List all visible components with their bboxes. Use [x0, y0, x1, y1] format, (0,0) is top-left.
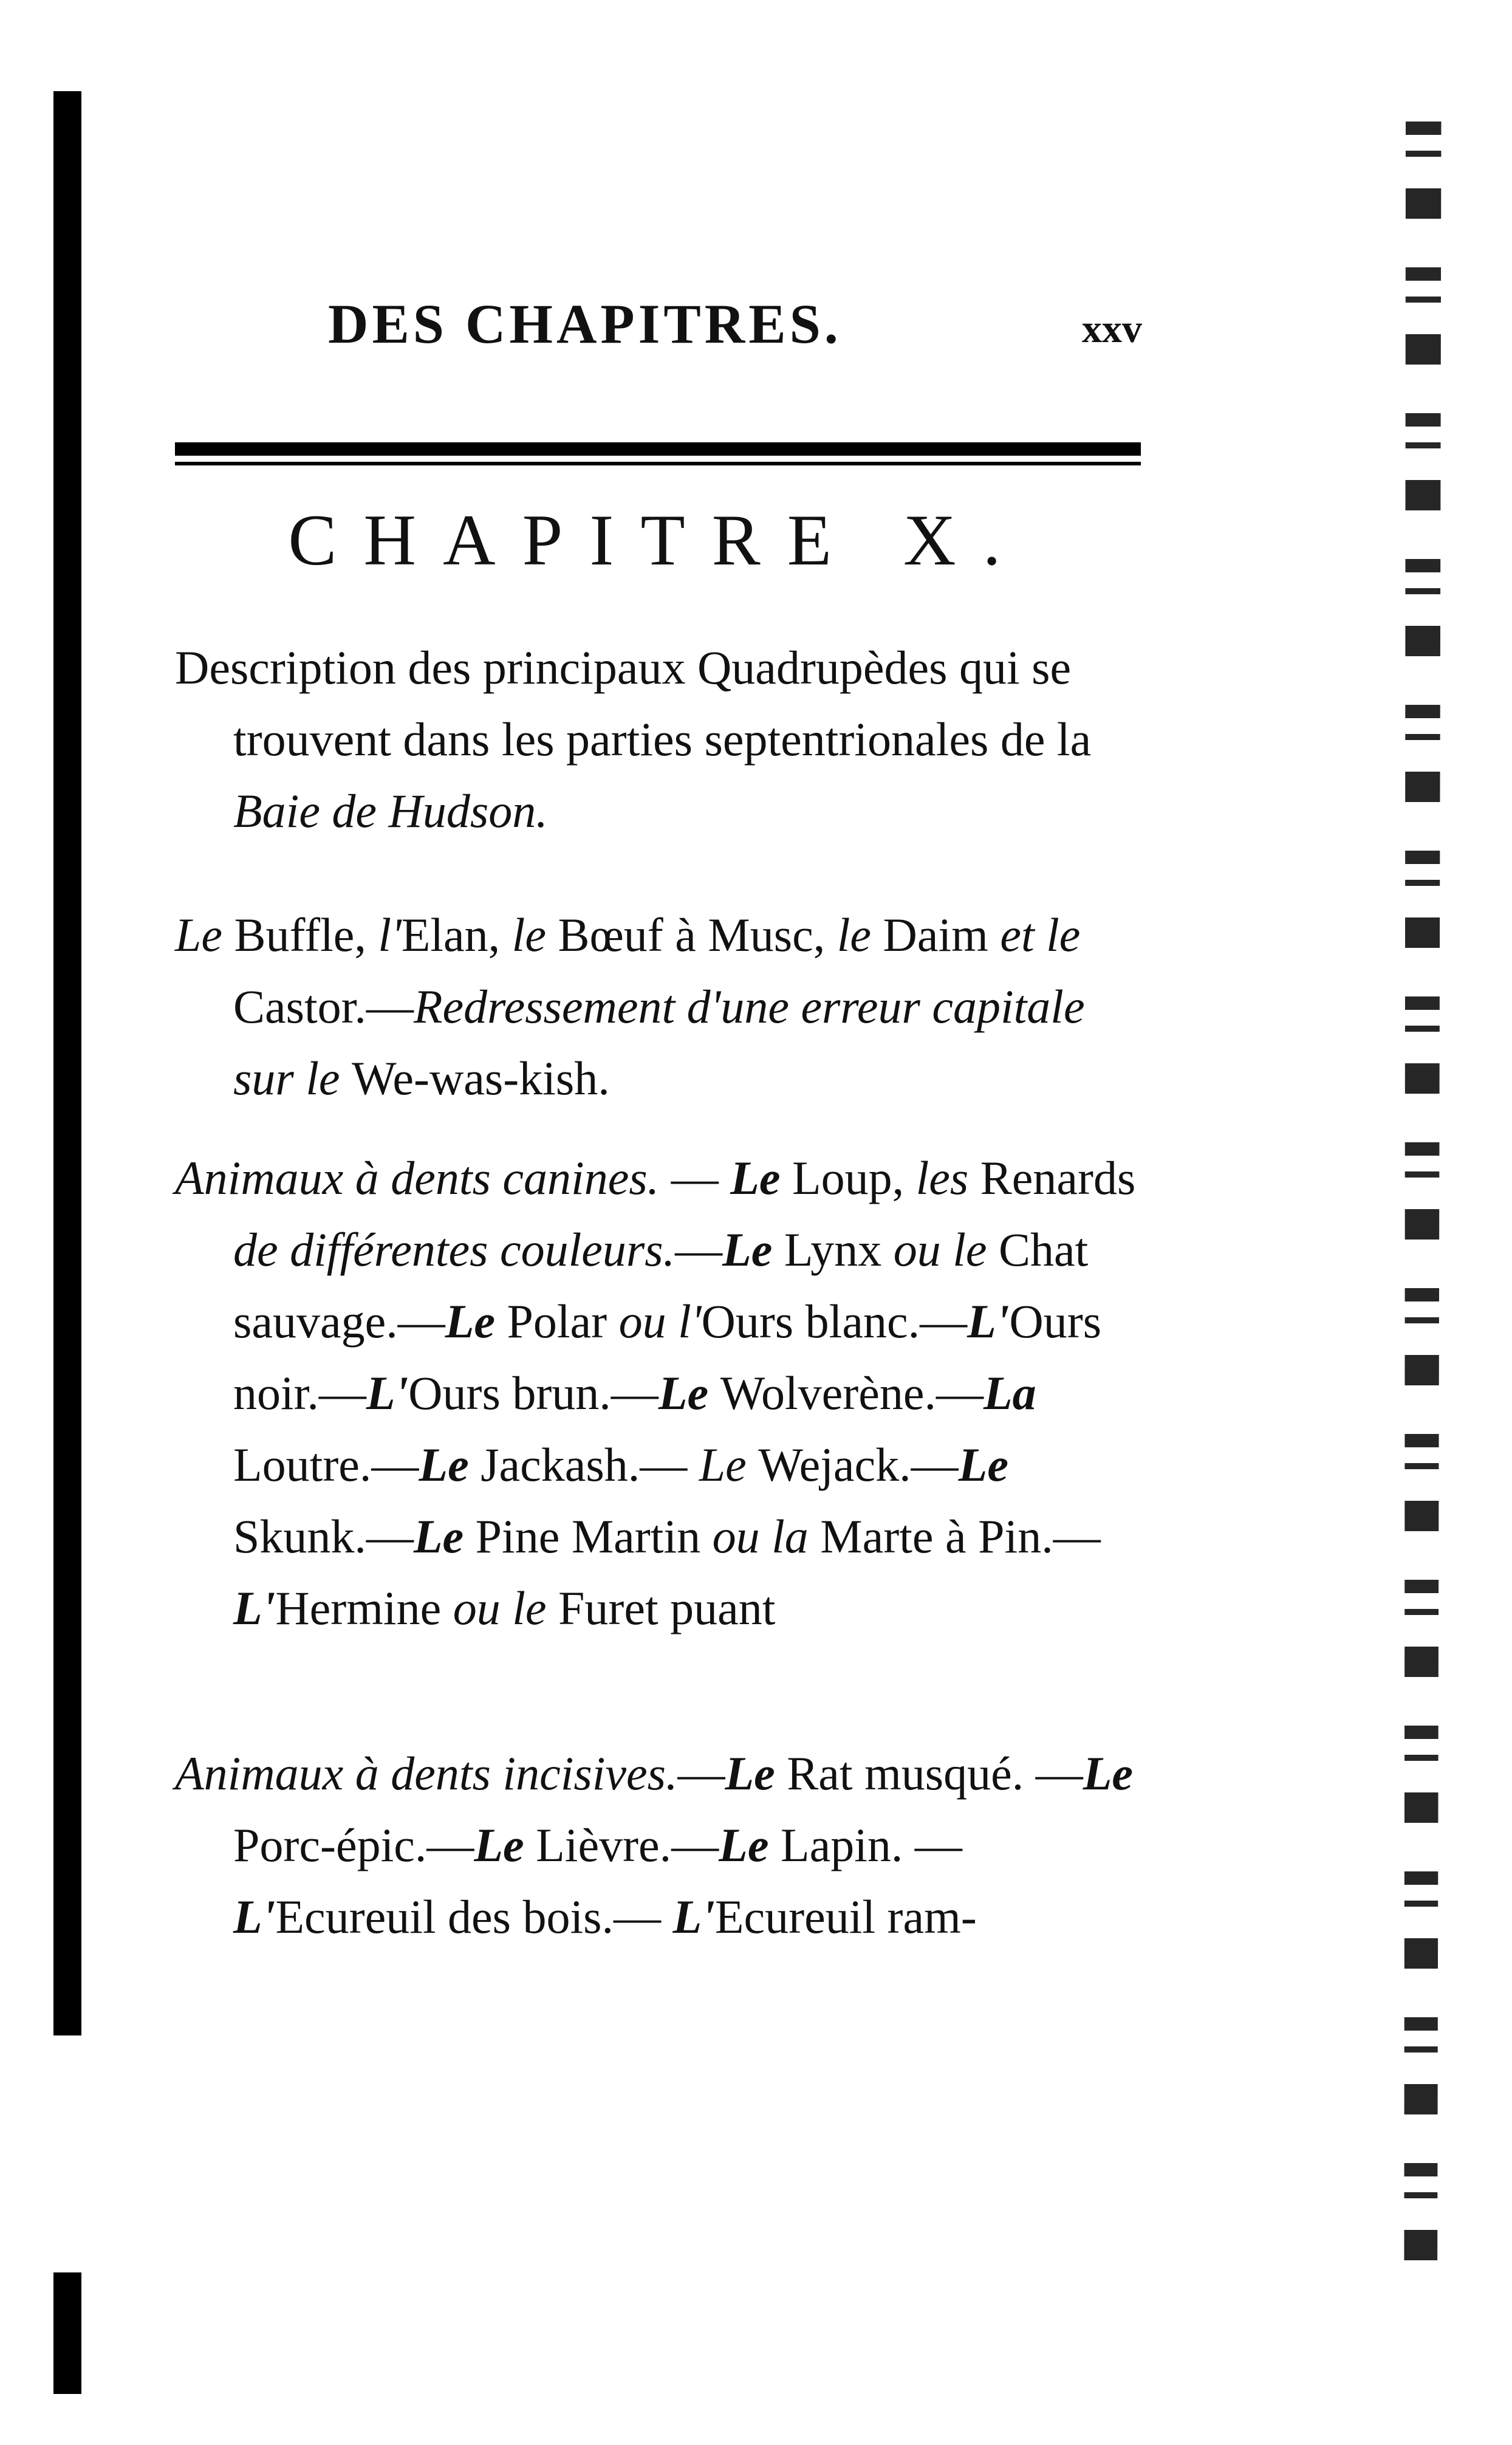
entry-text-run: Bœuf à Musc, [558, 908, 837, 961]
entry-text-run: Ours noir.— [233, 1295, 1102, 1419]
entry-text-run: La [983, 1367, 1036, 1419]
entry-text-run: Lynx [784, 1223, 894, 1276]
entry-text-run: Animaux à dents incisives. [175, 1747, 678, 1800]
entry-text-run: Le [175, 908, 234, 961]
entry-text-run: Daim [883, 908, 1001, 961]
entry-text [175, 632, 1153, 847]
entry-text-run: Jackash.— [481, 1438, 699, 1491]
running-head [328, 292, 1142, 365]
entry-text-run: Baie de Hudson. [233, 784, 548, 837]
entry-text-run: Le [419, 1438, 481, 1491]
entry-text-run: ou la [712, 1510, 821, 1563]
running-head-title: DES CHAPITRES. [328, 293, 842, 355]
heading-rule-thick [175, 442, 1141, 456]
entry-text-run: Le [722, 1223, 784, 1276]
entry-text-run: Le [725, 1747, 787, 1800]
entry-text-run: le [511, 908, 558, 961]
entry-text-run: Le [474, 1819, 536, 1871]
entry-text-run: Skunk.— [233, 1510, 414, 1563]
entry-text-run: ou l' [618, 1295, 702, 1348]
binding-edge-bar-lower [53, 2272, 81, 2394]
contents-entry [175, 1738, 1153, 1953]
entry-text-run: Pine Martin [475, 1510, 713, 1563]
contents-entry [175, 1142, 1153, 1644]
entry-text-run: Renards [980, 1151, 1136, 1204]
entry-text-run: Ours blanc.— [701, 1295, 968, 1348]
entry-text-run: — [675, 1223, 723, 1276]
entry-text-run: Lièvre.— [536, 1819, 719, 1871]
entry-text-run: Loup, [792, 1151, 916, 1204]
entry-text-run: Le [445, 1295, 507, 1348]
entry-text-run: Ours brun.— [408, 1367, 659, 1419]
entry-text-run: We-was-kish. [352, 1052, 610, 1105]
binding-edge-bar [53, 91, 81, 2035]
entry-text-run: Ecureuil des bois.— [275, 1890, 673, 1943]
entry-text-run: Le [719, 1819, 781, 1871]
entry-text-run: Porc-épic.— [233, 1819, 474, 1871]
entry-text-run: Le [658, 1367, 720, 1419]
entry-text-run: Le [1083, 1747, 1133, 1800]
contents-entry [175, 632, 1153, 847]
contents-entry [175, 899, 1153, 1114]
entry-text [175, 1738, 1153, 1953]
entry-text-run: ou le [453, 1582, 559, 1634]
entry-text-run: — [677, 1747, 725, 1800]
heading-rule-thin [175, 462, 1141, 465]
entry-text-run: le [836, 908, 883, 961]
entry-text-run: Loutre.— [233, 1438, 419, 1491]
entry-text-run: Polar [507, 1295, 619, 1348]
entry-text-run: Castor.— [233, 980, 414, 1033]
entry-text-run: Furet puant [558, 1582, 776, 1634]
entry-text-run: Le [699, 1438, 759, 1491]
entry-text-run: L' [366, 1367, 409, 1419]
entry-text-run: Animaux à dents canines. [175, 1151, 660, 1204]
entry-text-run: de différentes couleurs. [233, 1223, 676, 1276]
entry-text-run: L' [233, 1890, 276, 1943]
entry-text-run: Ecureuil ram- [714, 1890, 977, 1943]
entry-text-run: Hermine [275, 1582, 453, 1634]
entry-text-run: Wolverène.— [720, 1367, 983, 1419]
entry-text-run: Chat sauvage.— [233, 1223, 1089, 1348]
chapter-heading: CHAPITRE X. [288, 499, 1028, 580]
page-edge-scan-artifact [1382, 122, 1461, 2309]
entry-text-run: Buffle, [234, 908, 378, 961]
entry-text-run: et le [1000, 908, 1081, 961]
entry-text-run: Elan, [401, 908, 512, 961]
entry-text-run: l' [378, 908, 402, 961]
entry-text-run: Redressement d'une erreur capitale sur le [233, 980, 1085, 1105]
entry-text-run: Lapin. — [780, 1819, 962, 1871]
entry-text-run: Marte à Pin.— [820, 1510, 1101, 1563]
entry-text-run: Description des principaux Quadrupèdes qui se trouvent dans les parties septentrionales de la [175, 641, 1092, 766]
entry-text-run: Le [730, 1151, 792, 1204]
page-number: xxv [1082, 307, 1142, 351]
entry-text-run: — [659, 1151, 731, 1204]
entry-text-run: Wejack.— [758, 1438, 959, 1491]
entry-text [175, 1142, 1153, 1644]
entry-text-run: les [915, 1151, 980, 1204]
entry-text-run: Rat musqué. — [787, 1747, 1083, 1800]
entry-text-run: L' [967, 1295, 1010, 1348]
entry-text-run: L' [233, 1582, 276, 1634]
entry-text-run: L' [672, 1890, 715, 1943]
entry-text-run: ou le [893, 1223, 999, 1276]
entry-text-run: Le [958, 1438, 1008, 1491]
entry-text-run: Le [413, 1510, 476, 1563]
entry-text [175, 899, 1153, 1114]
